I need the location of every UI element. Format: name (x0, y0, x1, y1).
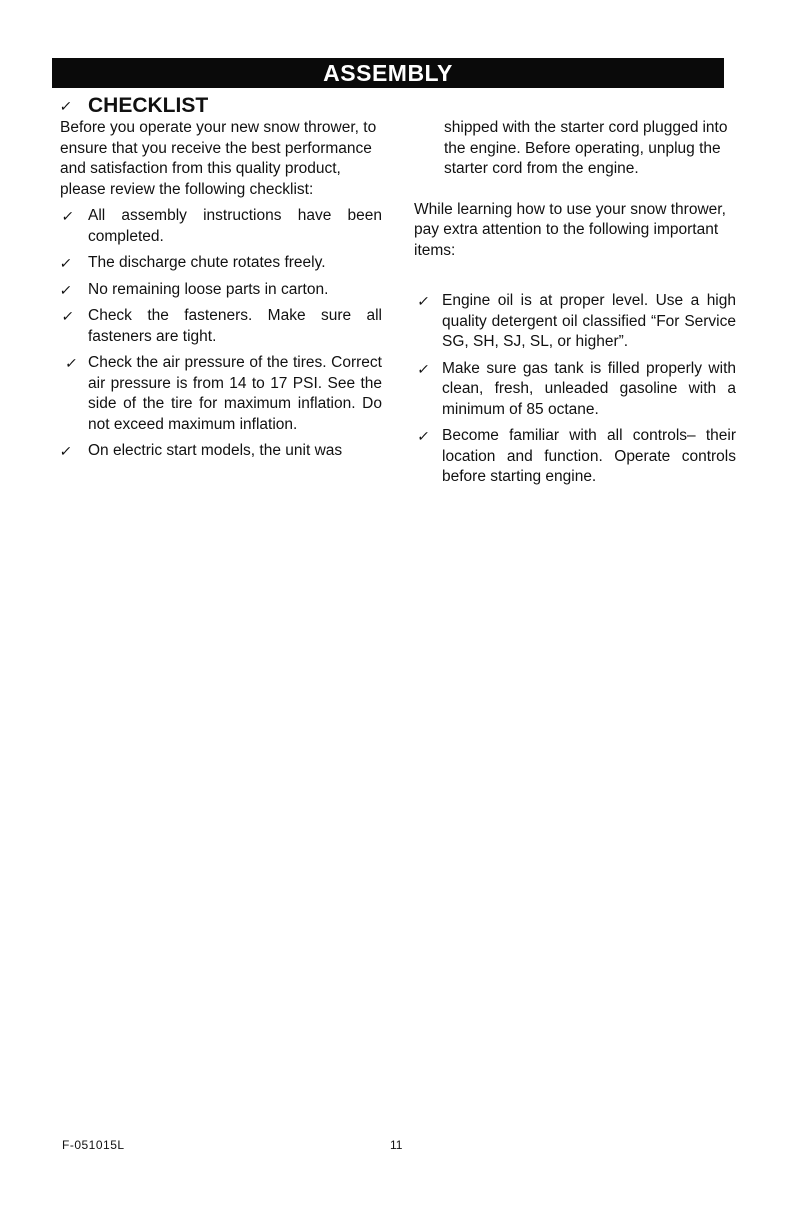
checklist-title: CHECKLIST (88, 94, 209, 117)
learning-intro: While learning how to use your snow thrower, pay extra attention to the following important items: (414, 200, 726, 259)
check-mark-icon: ✓ (416, 428, 431, 444)
check-mark-icon: ✓ (58, 255, 74, 271)
checklist-item-continued: shipped with the starter cord plugged into the engine. Before operating, unplug the starter cord from the engine. (444, 119, 728, 177)
checklist-item (60, 353, 382, 435)
checklist-item-text: Check the air pressure of the tires. Correct air pressure is from 14 to 17 PSI. See the side of the tire for maximum inflation. Do not exceed maximum inflation. (88, 354, 382, 433)
document-code: F-051015L (62, 1138, 125, 1152)
checklist-item-text: All assembly instructions have been completed. (88, 207, 382, 245)
page-number: 11 (390, 1138, 403, 1152)
check-mark-icon: ✓ (416, 360, 431, 377)
checklist-intro: Before you operate your new snow thrower, to ensure that you receive the best performance and satisfaction from this quality product, please review the following checklist: (60, 119, 377, 198)
checklist-item-text: On electric start models, the unit was (88, 442, 343, 459)
check-mark-icon: ✓ (60, 308, 75, 324)
checklist-item (60, 253, 382, 274)
checklist-heading (60, 94, 208, 118)
checklist-item (60, 306, 382, 347)
right-column (414, 118, 736, 488)
checklist-item-text: No remaining loose parts in carton. (88, 280, 329, 298)
checklist-item-text: The discharge chute rotates freely. (88, 254, 326, 271)
checklist-item-text: Check the fasteners. Make sure all fasteners are tight. (88, 307, 382, 345)
learning-item (414, 359, 736, 421)
check-mark-icon: ✓ (58, 98, 74, 114)
learning-item-text: Become familiar with all controls– their location and function. Operate controls before starting engine. (442, 427, 736, 485)
checklist-item (60, 280, 382, 301)
check-mark-icon: ✓ (60, 208, 75, 224)
learning-item-text: Engine oil is at proper level. Use a high quality detergent oil classified “For Service SG, SH, SJ, SL, or higher”. (442, 292, 736, 350)
check-mark-icon: ✓ (416, 293, 431, 309)
section-banner: ASSEMBLY (52, 58, 724, 88)
checklist-item (60, 441, 382, 462)
learning-item (414, 426, 736, 488)
check-mark-icon: ✓ (58, 443, 74, 459)
check-mark-icon: ✓ (64, 355, 79, 371)
learning-item (414, 291, 736, 353)
checklist-item (60, 206, 382, 247)
learning-item-text: Make sure gas tank is filled properly with clean, fresh, unleaded gasoline with a minimum of 85 octane. (442, 359, 736, 418)
left-column (60, 118, 382, 462)
check-mark-icon: ✓ (58, 281, 74, 298)
